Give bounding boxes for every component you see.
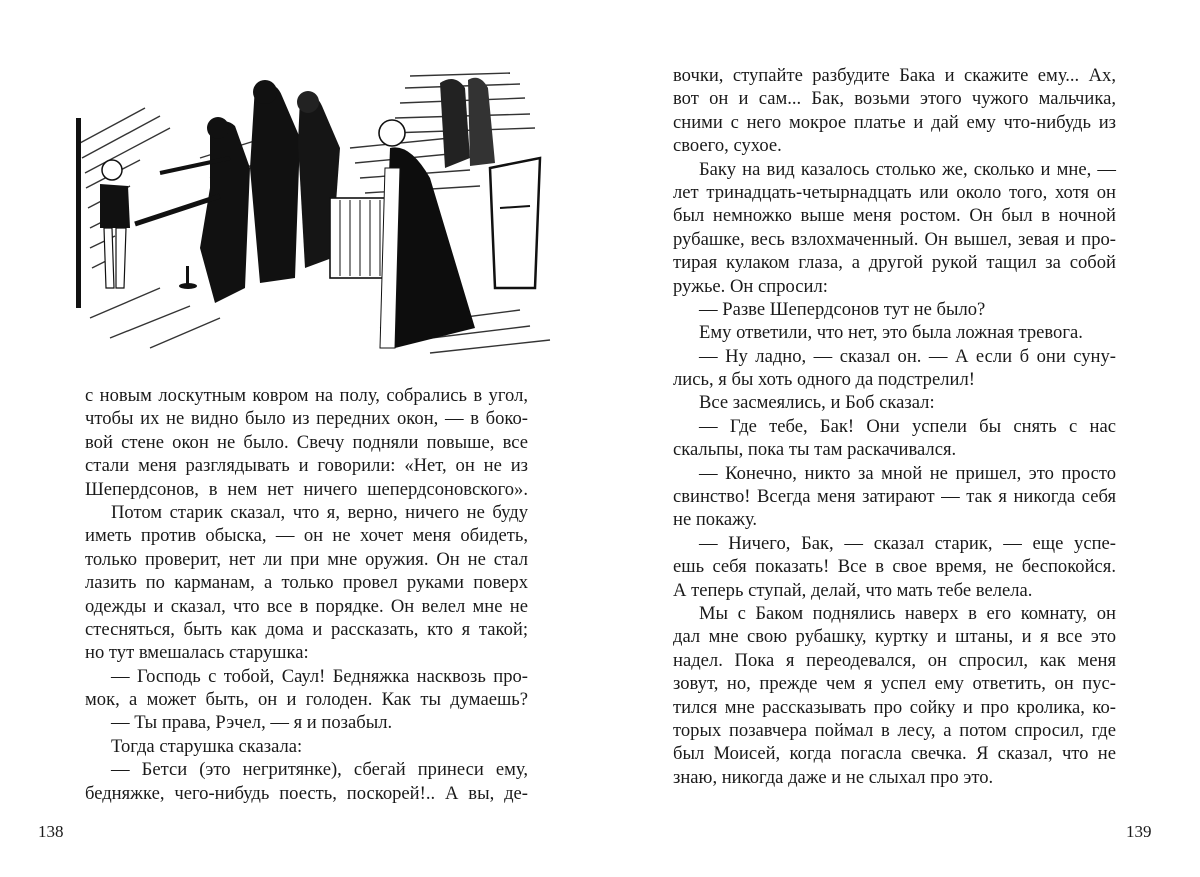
text-line: А теперь ступай, делай, что мать тебе велела. [673, 579, 1033, 601]
text-line: надел. Пока я переодевался, он спросил, как меня [673, 649, 1116, 671]
text-line: стесняться, быть как дома и рассказать, кто я такой; [85, 618, 528, 640]
text-line: — Ну ладно, — сказал он. — А если б они суну- [699, 345, 1116, 367]
text-line: — Ничего, Бак, — сказал старик, — еще успе- [699, 532, 1116, 554]
text-line: — Разве Шепердсонов тут не было? [699, 298, 986, 320]
text-line: тился мне рассказывать про сойку и про кролика, ко- [673, 696, 1116, 718]
text-line: ружье. Он спросил: [673, 275, 828, 297]
text-line: торых позавчера поймал в лесу, а потом спросил, где [673, 719, 1116, 741]
text-line: бедняжке, чего-нибудь поесть, поскорей!.. А вы, де- [85, 782, 528, 804]
text-line: одежды и сказал, что все в порядке. Он велел мне не [85, 595, 528, 617]
text-line: Все засмеялись, и Боб сказал: [699, 392, 935, 414]
text-line: Потом старик сказал, что я, верно, ничего не буду [111, 501, 528, 523]
text-line: вочки, ступайте разбудите Бака и скажите ему... Ах, [673, 65, 1116, 86]
right-page [600, 0, 1200, 877]
text-line: Тогда старушка сказала: [111, 735, 303, 757]
text-line: ешь себя показать! Все в свое время, не беспокойся. [673, 556, 1116, 578]
text-line: иметь против обыска, — он не хочет меня обидеть, [85, 525, 528, 547]
text-line: но тут вмешалась старушка: [85, 642, 309, 664]
text-line: тирая кулаком глаза, а другой рукой тащил за собой [673, 252, 1116, 274]
text-line: свинство! Всегда меня затирают — так я никогда себя [673, 486, 1116, 508]
text-line: — Где тебе, Бак! Они успели бы снять с нас [699, 415, 1116, 437]
text-line: Баку на вид казалось столько же, сколько и мне, — [699, 158, 1116, 180]
text-line: лазить по карманам, а только провел руками поверх [85, 572, 528, 594]
text-line: чтобы их не видно было из передних окон, — в боко- [85, 408, 528, 430]
text-line: — Конечно, никто за мной не пришел, это просто [699, 462, 1116, 484]
text-line: Шепердсонов, в нем нет ничего шепердсоновского». [85, 478, 528, 500]
text-line: Ему ответили, что нет, это была ложная тревога. [699, 322, 1083, 344]
text-line: не покажу. [673, 509, 758, 531]
text-line: — Ты права, Рэчел, — я и позабыл. [111, 712, 393, 734]
illustration-image [50, 48, 560, 368]
text-line: с новым лоскутным ковром на полу, собрались в угол, [85, 385, 528, 406]
text-line: лет тринадцать-четырнадцать или около того, хотя он [673, 181, 1116, 203]
page-number-left: 138 [38, 822, 64, 841]
text-line: — Бетси (это негритянке), сбегай принеси ему, [111, 759, 528, 781]
text-line: только проверит, нет ли при мне оружия. Он не стал [85, 548, 528, 570]
text-line: вой стене окон не было. Свечу подняли повыше, все [85, 431, 528, 453]
page-number-right: 139 [1126, 822, 1152, 841]
text-line: — Господь с тобой, Саул! Бедняжка насквозь про- [111, 665, 528, 687]
left-page-text [85, 384, 528, 805]
text-line: зовут, но, прежде чем я успел ему ответить, он пус- [673, 673, 1116, 695]
text-line: мок, а может быть, он и голоден. Как ты думаешь? [85, 689, 528, 711]
text-line: сними с него мокрое платье и дай ему что-нибудь из [673, 111, 1116, 133]
text-line: был немножко выше меня ростом. Он был в ночной [673, 205, 1116, 227]
text-line: дал мне свою рубашку, куртку и штаны, и я все это [673, 626, 1116, 648]
text-line: был Моисей, когда погасла свечка. Я сказал, что не [673, 743, 1116, 765]
text-line: своего, сухое. [673, 135, 782, 157]
text-line: стали меня разглядывать и говорили: «Нет, он не из [85, 455, 528, 477]
right-page-text [673, 64, 1116, 789]
text-line: знаю, никогда даже и не слыхал про это. [673, 766, 994, 788]
text-line: скальпы, пока ты там раскачивался. [673, 439, 957, 461]
text-line: рубашке, весь взлохмаченный. Он вышел, зевая и про- [673, 228, 1116, 250]
text-line: лись, я бы хоть одного да подстрелил! [673, 369, 975, 391]
text-line: вот он и сам... Бак, возьми этого чужого мальчика, [673, 88, 1116, 110]
text-line: Мы с Баком поднялись наверх в его комнату, он [699, 602, 1116, 624]
